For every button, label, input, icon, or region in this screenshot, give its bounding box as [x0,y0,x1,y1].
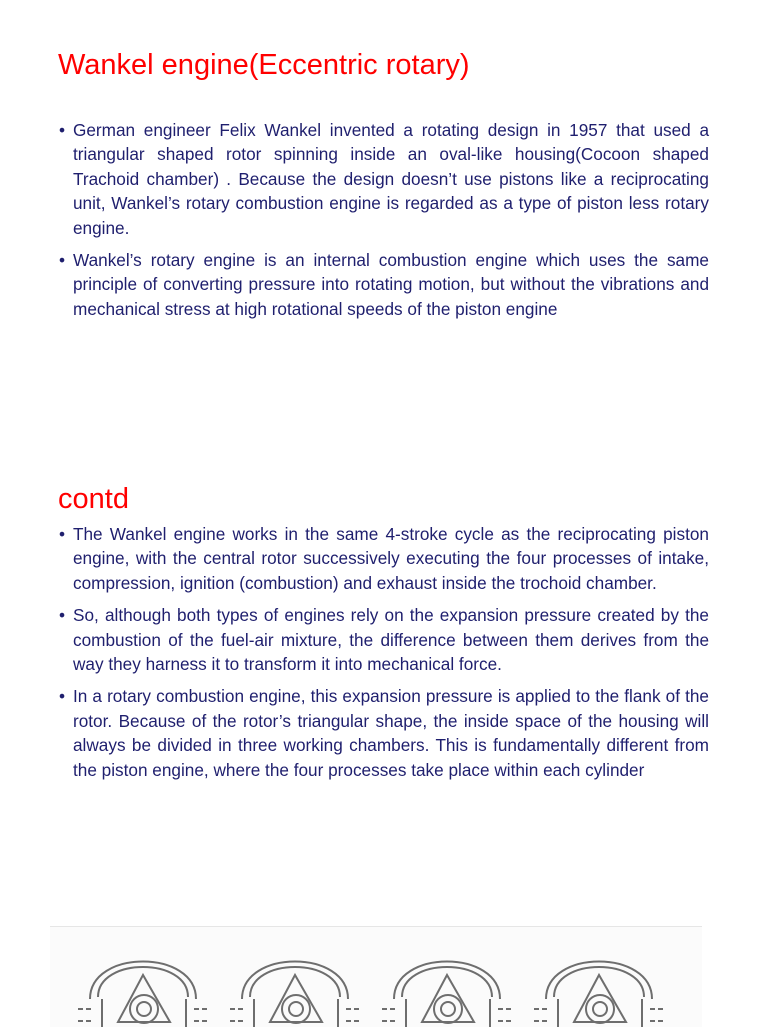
bullet-text: So, although both types of engines rely on the expansion pressure created by the combustion of the fuel-air mixture, the difference between them derives from the way they harness it to transform it into mechanical force. [73,605,709,674]
bullet-item [58,118,709,240]
rotary-engine-diagram [534,962,666,1027]
bullet-item [58,684,709,782]
bullet-marker: • [59,603,65,627]
bullet-marker: • [59,684,65,708]
bullet-item [58,522,709,595]
bullet-marker: • [59,248,65,272]
slide-title: contd [58,482,129,516]
slide-contd [0,470,768,1024]
rotary-engine-diagram [382,962,514,1027]
rotary-engine-diagram [230,962,362,1027]
slide-title: Wankel engine(Eccentric rotary) [58,48,470,82]
bullet-marker: • [59,522,65,546]
bullet-text: In a rotary combustion engine, this expansion pressure is applied to the flank of the rotor. Because of the rotor’s triangular shape, the inside space of the housing will always be divided in three working chambers. This is fundamentally different from the piston engine, where the four processes take place within each cylinder [73,686,709,779]
bullet-text: The Wankel engine works in the same 4-stroke cycle as the reciprocating piston engine, with the central rotor successively executing the four processes of intake, compression, ignition (combustion) and exhaust inside the trochoid chamber. [73,524,709,593]
bullet-item [58,248,709,321]
bullet-item [58,603,709,676]
rotary-engine-diagram-strip [50,926,702,1027]
bullet-list [58,118,709,329]
bullet-text: Wankel’s rotary engine is an internal combustion engine which uses the same principle of converting pressure into rotating motion, but without the vibrations and mechanical stress at high rotational speeds of the piston engine [73,250,709,319]
rotary-engine-diagram [78,962,210,1027]
bullet-text: German engineer Felix Wankel invented a rotating design in 1957 that used a triangular shaped rotor spinning inside an oval-like housing(Cocoon shaped Trachoid chamber) . Because the design doesn’t use pistons like a reciprocating unit, Wankel’s rotary combustion engine is regarded as a type of piston less rotary engine. [73,120,709,238]
bullet-list [58,522,709,790]
rotary-engine-diagrams [50,927,702,1027]
slide-wankel-engine [0,0,768,470]
bullet-marker: • [59,118,65,142]
